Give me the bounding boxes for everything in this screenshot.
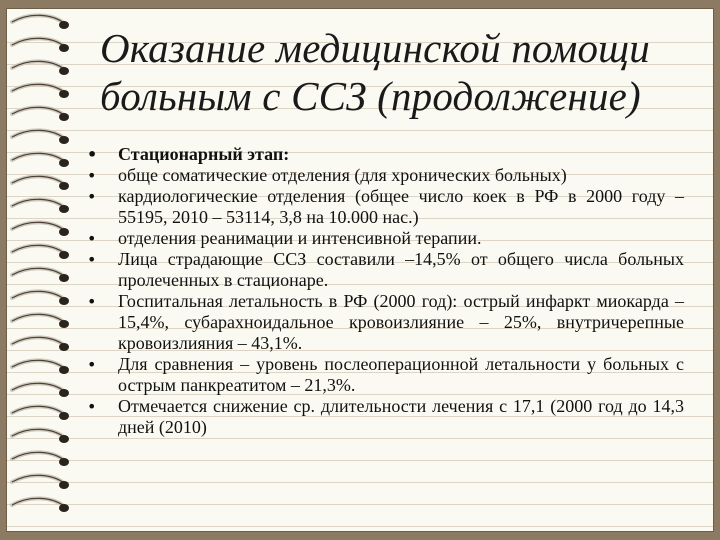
spiral-ring (12, 452, 69, 466)
spiral-ring (12, 176, 69, 190)
spiral-ring (12, 314, 69, 328)
title-line-1: Оказание медицинской помощи (100, 25, 650, 71)
spiral-ring (12, 107, 69, 121)
spiral-ring (12, 337, 69, 351)
spiral-ring (12, 38, 69, 52)
spiral-ring (12, 475, 69, 489)
bullet-item: • кардиологические отделения (общее число коек в РФ в 2000 году – 55195, 2010 – 53114, 3,8 на 10.000 нас.) (86, 186, 684, 228)
spiral-ring (12, 498, 69, 512)
spiral-ring (12, 291, 69, 305)
title-line-2: больным с ССЗ (продолжение) (100, 73, 641, 119)
spiral-ring (12, 429, 69, 443)
spiral-ring (12, 360, 69, 374)
spiral-binding (0, 0, 82, 540)
bullet-item: • Для сравнения – уровень послеоперационной летальности у больных с острым панкреатитом – 21,3%. (86, 354, 684, 396)
spiral-ring (12, 222, 69, 236)
spiral-ring (12, 153, 69, 167)
spiral-ring (12, 84, 69, 98)
spiral-ring (12, 199, 69, 213)
bullet-item: • Стационарный этап: (86, 144, 684, 165)
spiral-ring (12, 383, 69, 397)
bullet-item: • отделения реанимации и интенсивной терапии. (86, 228, 684, 249)
spiral-ring (12, 15, 69, 29)
spiral-ring (12, 61, 69, 75)
spiral-ring (12, 245, 69, 259)
spiral-ring (12, 406, 69, 420)
bullet-item: • Лица страдающие ССЗ составили –14,5% от общего числа больных пролеченных в стационаре. (86, 249, 684, 291)
bullet-list (86, 144, 684, 438)
bullet-item: • Госпитальная летальность в РФ (2000 год): острый инфаркт миокарда – 15,4%, субарахноидальное кровоизлияние – 25%, внутричерепные кровоизлияния – 43,1%. (86, 291, 684, 354)
bullet-item: • обще соматические отделения (для хронических больных) (86, 165, 684, 186)
spiral-ring (12, 268, 69, 282)
slide-title (100, 24, 700, 120)
bullet-item: • Отмечается снижение ср. длительности лечения с 17,1 (2000 год до 14,3 дней (2010) (86, 396, 684, 438)
spiral-ring (12, 130, 69, 144)
